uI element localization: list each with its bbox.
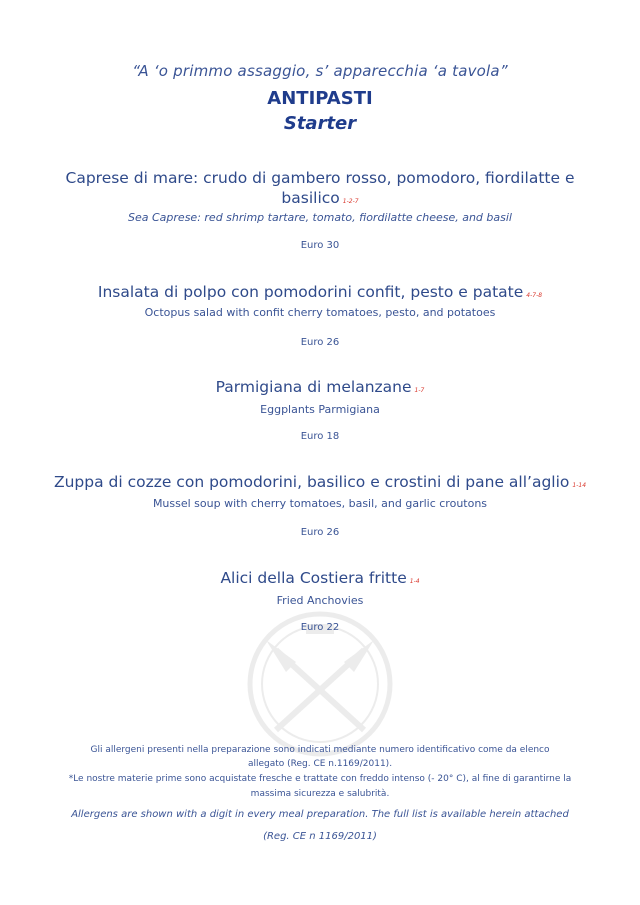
allergen-codes: 1-14 (572, 482, 587, 489)
allergen-note-it: allegato (Reg. CE n.1169/2011). (247, 759, 393, 769)
freezing-note-it: massima sicurezza e salubrità. (250, 789, 390, 799)
dish-english: Octopus salad with confit cherry tomatoes, pesto, and potatoes (144, 306, 496, 319)
dish-price: Euro 26 (300, 527, 340, 538)
dish-english: Eggplants Parmigiana (260, 403, 380, 416)
dish-name (0, 188, 640, 212)
dish-price: Euro 22 (300, 622, 340, 633)
dish-english: Fried Anchovies (276, 594, 364, 607)
section-title-it: ANTIPASTI (267, 88, 373, 109)
dish-english: Mussel soup with cherry tomatoes, basil, and garlic croutons (152, 497, 488, 510)
dish-name (0, 282, 640, 306)
allergen-note-it: Gli allergeni presenti nella preparazione sono indicati mediante numero identificativo come da elenco (90, 745, 550, 755)
dish-name (0, 472, 640, 496)
freezing-note-it: *Le nostre materie prime sono acquistate fresche e trattate con freddo intenso (- 20° C), al fine di garantirne la (68, 774, 572, 784)
dish-english: Sea Caprese: red shrimp tartare, tomato, fiordilatte cheese, and basil (128, 211, 512, 224)
dish-name (0, 168, 640, 188)
dish-price: Euro 18 (300, 431, 340, 442)
allergen-codes: 4-7-8 (526, 292, 543, 299)
allergen-note-en: (Reg. CE n 1169/2011) (263, 831, 377, 842)
dish-price: Euro 26 (300, 337, 340, 348)
dish-name-line: basilico (281, 189, 340, 207)
menu-quote: “A ‘o primmo assaggio, s’ apparecchia ‘a tavola” (132, 62, 508, 80)
dish-name-line: Insalata di polpo con pomodorini confit, pesto e patate (97, 283, 524, 301)
dish-name-line: Zuppa di cozze con pomodorini, basilico e crostini di pane all’aglio (53, 473, 570, 491)
allergen-note-en: Allergens are shown with a digit in every meal preparation. The full list is available herein attached (71, 809, 569, 820)
allergen-codes: 1-2-7 (342, 198, 359, 205)
dish-name-line: Alici della Costiera fritte (220, 569, 407, 587)
allergen-codes: 1-7 (414, 387, 425, 394)
dish-name (0, 377, 640, 401)
dish-price: Euro 30 (300, 240, 340, 251)
dish-name-line: Parmigiana di melanzane (215, 378, 412, 396)
allergen-codes: 1-4 (409, 578, 420, 585)
section-title-en: Starter (283, 113, 357, 134)
dish-name-line: Caprese di mare: crudo di gambero rosso, pomodoro, fiordilatte e (65, 169, 575, 187)
dish-name (0, 568, 640, 592)
